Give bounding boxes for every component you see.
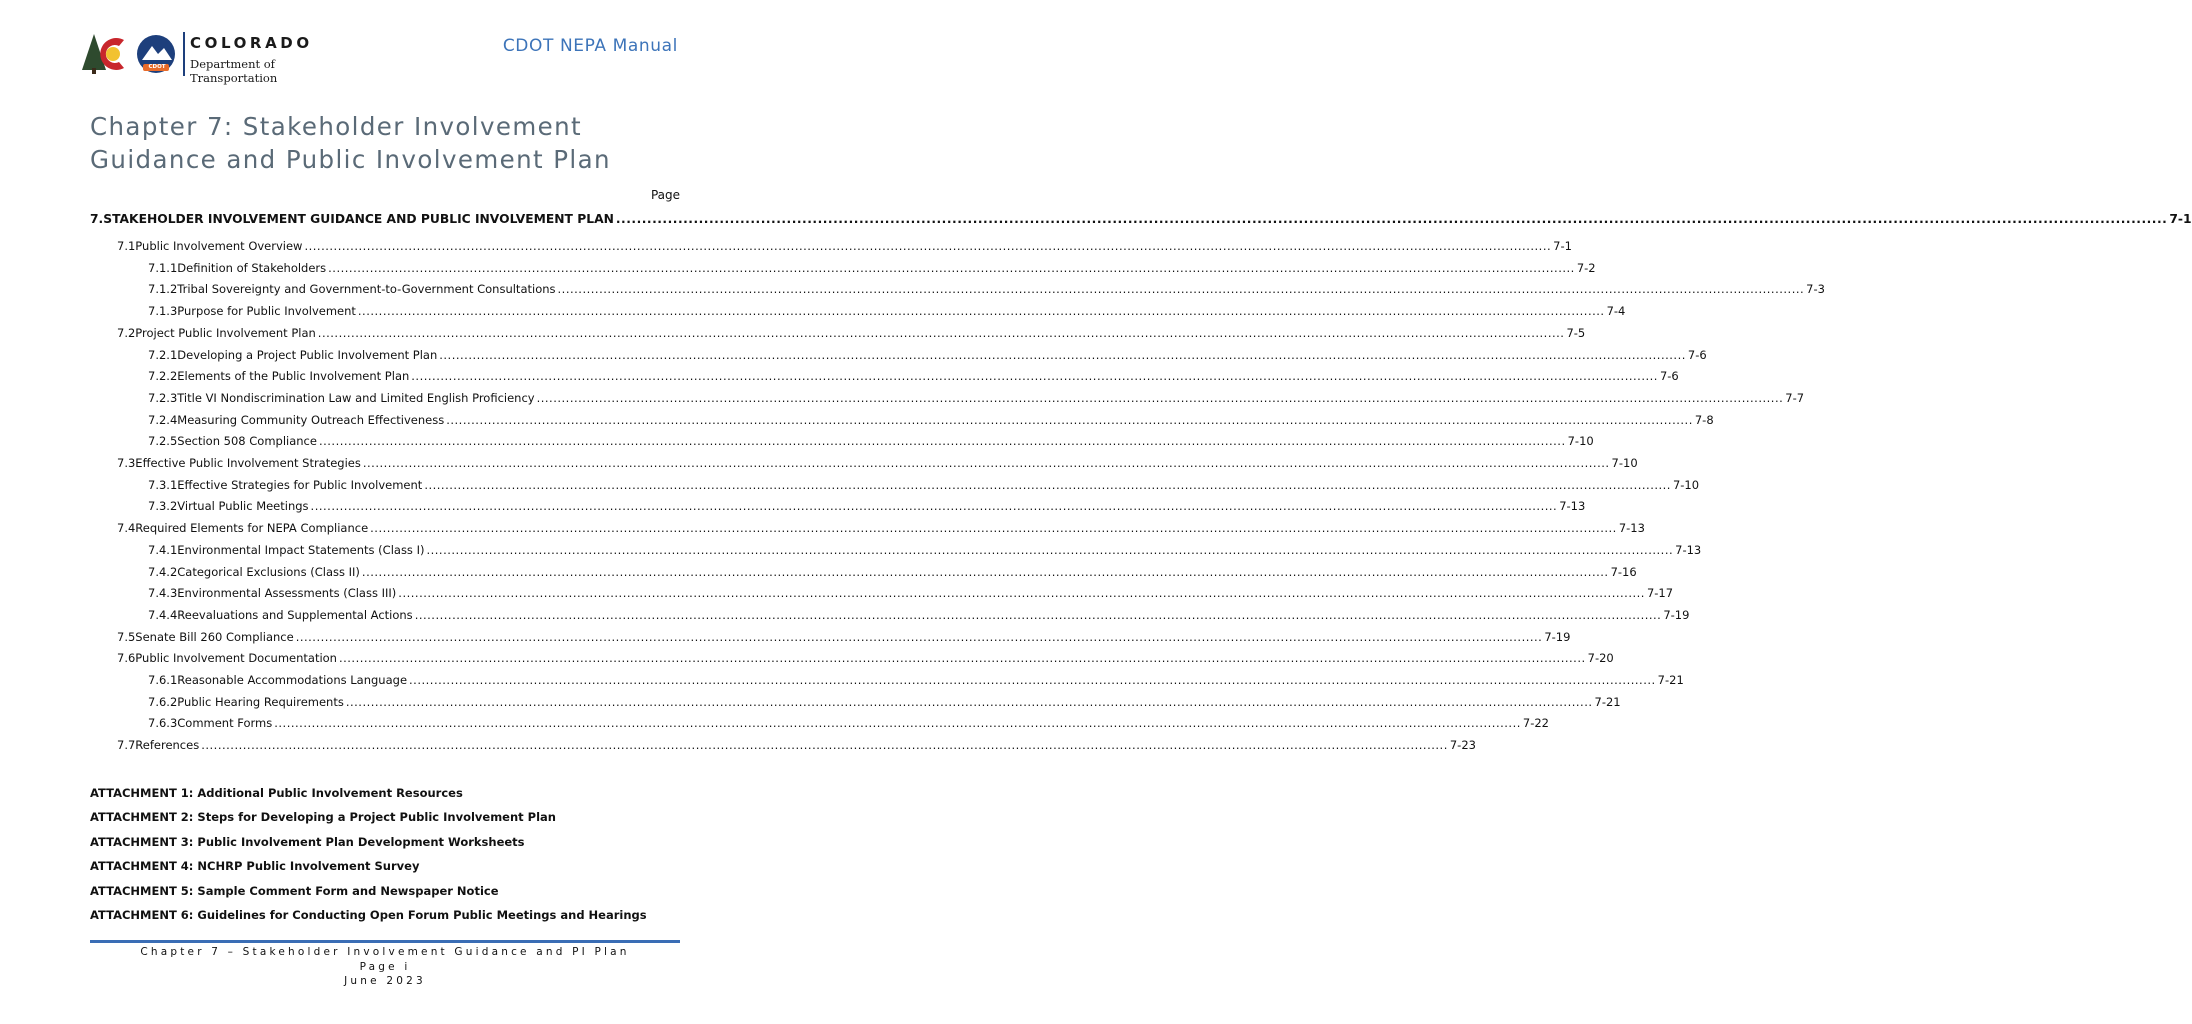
toc-entry-page: 7-8 — [1694, 412, 1714, 427]
attachments-list — [90, 786, 647, 932]
toc-entry-number: 7.2.3 — [148, 390, 178, 405]
toc-entry-number: 7.3.1 — [148, 477, 178, 492]
toc-entry-page: 7-1 — [1553, 239, 1572, 253]
toc-entry-title: Purpose for Public Involvement — [177, 304, 356, 319]
toc-entry[interactable] — [117, 325, 1586, 340]
toc-entry-number: 7. — [90, 212, 104, 226]
toc-entry-title: Reasonable Accommodations Language — [177, 673, 408, 687]
toc-entry[interactable] — [148, 304, 1626, 319]
toc-entry-title: Categorical Exclusions (Class II) — [177, 564, 360, 579]
toc-entry-page: 7-13 — [1675, 542, 1702, 557]
toc-entry-title: Reevaluations and Supplemental Actions — [177, 607, 413, 622]
toc-entry-title: Comment Forms — [177, 716, 273, 731]
toc-entry[interactable] — [148, 607, 1690, 622]
toc-entry-page: 7-10 — [1672, 477, 1700, 492]
toc-entry-page: 7-7 — [1785, 390, 1805, 405]
toc-entry-number: 7.4.4 — [148, 607, 178, 622]
toc-entry[interactable] — [148, 412, 1714, 427]
toc-entry-title: Required Elements for NEPA Compliance — [135, 521, 369, 536]
toc-leader-dots: ............................................................................................................................................................................................................................................................................................................ — [357, 304, 1605, 319]
toc-leader-dots: ............................................................................................................................................................................................................................................................................................................ — [615, 212, 2168, 226]
toc-entry[interactable] — [148, 477, 1700, 492]
toc-leader-dots: ............................................................................................................................................................................................................................................................................................................ — [318, 434, 1566, 449]
toc-entry-number: 7.5 — [117, 629, 136, 644]
toc-leader-dots: ............................................................................................................................................................................................................................................................................................................ — [345, 694, 1593, 709]
toc-entry-title: Tribal Sovereignty and Government-to-Government Consultations — [177, 282, 556, 297]
attachment-item[interactable]: ATTACHMENT 1: Additional Public Involvement Resources — [90, 786, 463, 800]
toc-entry-title: STAKEHOLDER INVOLVEMENT GUIDANCE AND PUBLIC INVOLVEMENT PLAN — [103, 212, 614, 226]
toc-leader-dots: ............................................................................................................................................................................................................................................................................................................ — [424, 477, 1671, 492]
footer-date: June 2023 — [344, 975, 426, 987]
toc-entry-page: 7-17 — [1646, 586, 1674, 601]
toc-entry-number: 7.2.1 — [148, 347, 178, 362]
toc-leader-dots: ............................................................................................................................................................................................................................................................................................................ — [414, 607, 1662, 622]
toc-leader-dots: ............................................................................................................................................................................................................................................................................................................ — [295, 629, 1543, 644]
toc-entry-title: Definition of Stakeholders — [177, 260, 327, 275]
toc-entry-page: 7-20 — [1587, 651, 1614, 666]
toc-entry-page: 7-21 — [1657, 673, 1684, 687]
toc-entry[interactable] — [148, 282, 1825, 297]
toc-entry[interactable] — [90, 212, 2192, 226]
toc-leader-dots: ............................................................................................................................................................................................................................................................................................................ — [426, 542, 1674, 557]
toc-entry-number: 7.4.1 — [148, 542, 178, 557]
logo-badge-text: CDOT — [148, 64, 166, 70]
toc-entry-number: 7.6 — [117, 651, 136, 666]
toc-entry-number: 7.1.2 — [148, 282, 178, 297]
toc-entry-number: 7.6.3 — [148, 716, 178, 731]
toc-entry-title: Effective Strategies for Public Involvement — [177, 477, 423, 492]
toc-entry[interactable] — [117, 521, 1645, 536]
toc-entry-page: 7-10 — [1567, 434, 1594, 449]
toc-entry[interactable] — [148, 716, 1549, 731]
toc-leader-dots: ............................................................................................................................................................................................................................................................................................................ — [411, 369, 1658, 384]
toc-entry-number: 7.1.3 — [148, 304, 178, 319]
toc-entry-number: 7.2.4 — [148, 412, 178, 427]
toc-entry-title: Section 508 Compliance — [177, 434, 317, 449]
toc-leader-dots: ............................................................................................................................................................................................................................................................................................................ — [446, 412, 1693, 427]
toc-entry-page: 7-16 — [1610, 564, 1637, 579]
toc-entry[interactable] — [117, 651, 1614, 666]
toc-entry-page: 7-6 — [1659, 369, 1679, 384]
toc-entry-title: Developing a Project Public Involvement Plan — [177, 347, 438, 362]
toc-entry-page: 7-13 — [1559, 499, 1586, 514]
toc-entry-page: 7-3 — [1806, 282, 1825, 297]
toc-leader-dots: ............................................................................................................................................................................................................................................................................................................ — [317, 325, 1565, 340]
toc-entry-number: 7.1 — [117, 239, 136, 253]
toc-entry-title: Environmental Impact Statements (Class I) — [177, 542, 425, 557]
attachment-item[interactable]: ATTACHMENT 6: Guidelines for Conducting Open Forum Public Meetings and Hearings — [90, 907, 647, 922]
page-footer — [90, 945, 680, 989]
toc-entry[interactable] — [148, 390, 1805, 405]
toc-entry[interactable] — [148, 694, 1621, 709]
toc-entry[interactable] — [148, 260, 1596, 275]
toc-entry-title: Project Public Involvement Plan — [135, 325, 316, 340]
toc-entry-number: 7.2.2 — [148, 369, 178, 384]
toc-entry-page: 7-21 — [1594, 694, 1621, 709]
toc-leader-dots: ............................................................................................................................................................................................................................................................................................................ — [362, 456, 1610, 470]
toc-leader-dots: ............................................................................................................................................................................................................................................................................................................ — [409, 673, 1656, 687]
toc-entry-title: Environmental Assessments (Class III) — [177, 586, 397, 601]
toc-entry-number: 7.4.3 — [148, 586, 178, 601]
toc-entry[interactable] — [148, 564, 1637, 579]
toc-entry-number: 7.6.1 — [148, 673, 178, 687]
toc-entry[interactable] — [148, 542, 1702, 557]
logo-divider — [183, 32, 185, 76]
toc-leader-dots: ............................................................................................................................................................................................................................................................................................................ — [557, 282, 1805, 297]
toc-entry-page: 7-13 — [1618, 521, 1645, 536]
toc-entry-title: Virtual Public Meetings — [177, 499, 309, 514]
attachment-item[interactable]: ATTACHMENT 2: Steps for Developing a Project Public Involvement Plan — [90, 810, 556, 825]
toc-entry-number: 7.1.1 — [148, 260, 178, 275]
toc-entry[interactable] — [148, 586, 1674, 601]
toc-entry-title: Public Involvement Overview — [135, 239, 303, 253]
manual-title: CDOT NEPA Manual — [502, 36, 678, 56]
toc-entry-title: Public Involvement Documentation — [135, 651, 337, 666]
toc-entry-page: 7-10 — [1611, 456, 1638, 470]
toc-leader-dots: ............................................................................................................................................................................................................................................................................................................ — [304, 239, 1552, 253]
toc-leader-dots: ............................................................................................................................................................................................................................................................................................................ — [398, 586, 1645, 601]
toc-leader-dots: ............................................................................................................................................................................................................................................................................................................ — [361, 564, 1609, 579]
toc-leader-dots: ............................................................................................................................................................................................................................................................................................................ — [338, 651, 1586, 666]
toc-entry[interactable] — [148, 347, 1707, 362]
toc-entry-number: 7.6.2 — [148, 694, 178, 709]
toc-entry-number: 7.4 — [117, 521, 136, 536]
toc-entry[interactable] — [117, 738, 1476, 753]
toc-entry-page: 7-6 — [1687, 347, 1707, 362]
colorado-logo — [80, 30, 360, 85]
attachment-item[interactable]: ATTACHMENT 4: NCHRP Public Involvement Survey — [90, 859, 420, 874]
toc-entry-number: 7.2.5 — [148, 434, 178, 449]
attachment-item[interactable]: ATTACHMENT 5: Sample Comment Form and Newspaper Notice — [90, 883, 499, 898]
page-column-label: Page — [650, 188, 680, 202]
toc-entry-number: 7.3 — [117, 456, 136, 470]
toc-entry-page: 7-1 — [2169, 212, 2192, 226]
footer-page-number: Page i — [359, 960, 411, 973]
footer-rule — [90, 940, 680, 943]
toc-entry-title: Public Hearing Requirements — [177, 694, 344, 709]
toc-entry-page: 7-4 — [1606, 304, 1626, 319]
toc-entry-page: 7-5 — [1566, 325, 1586, 340]
toc-entry[interactable] — [148, 673, 1684, 687]
toc-entry-number: 7.7 — [117, 738, 136, 753]
colorado-flag-icon — [80, 30, 182, 80]
toc-entry-page: 7-19 — [1663, 607, 1690, 622]
toc-entry-title: References — [135, 738, 200, 753]
toc-entry-number: 7.2 — [117, 325, 136, 340]
toc-entry-page: 7-19 — [1544, 629, 1571, 644]
toc-leader-dots: ............................................................................................................................................................................................................................................................................................................ — [536, 390, 1784, 405]
toc-entry-page: 7-2 — [1576, 260, 1596, 275]
toc-entry-page: 7-22 — [1522, 716, 1549, 731]
toc-leader-dots: ............................................................................................................................................................................................................................................................................................................ — [328, 260, 1575, 275]
toc-entry-title: Effective Public Involvement Strategies — [135, 456, 361, 470]
toc-leader-dots: ............................................................................................................................................................................................................................................................................................................ — [370, 521, 1617, 536]
toc-entry-page: 7-23 — [1449, 738, 1476, 753]
toc-entry[interactable] — [117, 629, 1571, 644]
logo-department-name: Department of Transportation — [190, 57, 278, 85]
footer-chapter: Chapter 7 – Stakeholder Involvement Guidance and PI Plan — [140, 946, 630, 958]
toc-entry[interactable] — [148, 369, 1679, 384]
toc-leader-dots: ............................................................................................................................................................................................................................................................................................................ — [274, 716, 1521, 731]
toc-entry-title: Elements of the Public Involvement Plan — [177, 369, 410, 384]
toc-entry[interactable] — [148, 499, 1586, 514]
toc-entry[interactable] — [148, 434, 1594, 449]
toc-entry-title: Title VI Nondiscrimination Law and Limited English Proficiency — [177, 390, 535, 405]
toc-entry-title: Senate Bill 260 Compliance — [135, 629, 294, 644]
toc-leader-dots: ............................................................................................................................................................................................................................................................................................................ — [439, 347, 1686, 362]
toc-leader-dots: ............................................................................................................................................................................................................................................................................................................ — [201, 738, 1448, 753]
toc-entry-number: 7.3.2 — [148, 499, 178, 514]
toc-entry-title: Measuring Community Outreach Effectiveness — [177, 412, 445, 427]
toc-entry[interactable] — [117, 456, 1638, 470]
attachment-item[interactable]: ATTACHMENT 3: Public Involvement Plan Development Worksheets — [90, 834, 525, 849]
logo-state-name: COLORADO — [190, 34, 313, 52]
toc-entry[interactable] — [117, 239, 1572, 253]
toc-leader-dots: ............................................................................................................................................................................................................................................................................................................ — [310, 499, 1558, 514]
toc-entry-number: 7.4.2 — [148, 564, 178, 579]
chapter-title: Chapter 7: Stakeholder Involvement Guidance and Public Involvement Plan — [90, 112, 611, 174]
